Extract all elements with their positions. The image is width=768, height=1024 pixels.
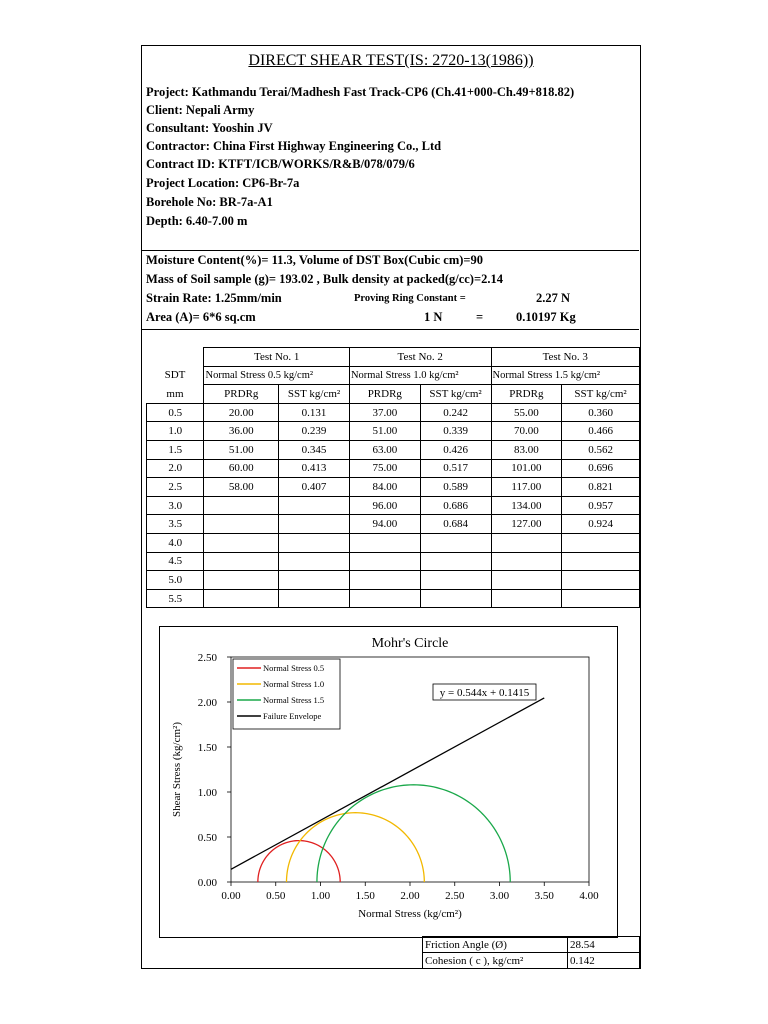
value-cell: 0.131	[279, 403, 350, 422]
value-cell: 0.407	[279, 478, 350, 497]
value-cell: 0.686	[420, 496, 491, 515]
value-cell: 51.00	[349, 422, 420, 441]
test-3-header: Test No. 3	[491, 348, 640, 367]
x-tick-label: 1.00	[310, 890, 331, 902]
value-cell	[562, 533, 640, 552]
y-axis-label: Shear Stress (kg/cm²)	[171, 722, 183, 817]
value-cell: 75.00	[349, 459, 420, 478]
value-cell	[204, 515, 279, 534]
x-tick-label: 3.50	[534, 890, 554, 902]
value-cell: 96.00	[349, 496, 420, 515]
sdt-cell: 2.0	[147, 459, 204, 478]
value-cell	[279, 496, 350, 515]
value-cell: 127.00	[491, 515, 562, 534]
value-cell: 58.00	[204, 478, 279, 497]
borehole-line: Borehole No: BR-7a-A1	[146, 195, 273, 209]
trendline-equation: y = 0.544x + 0.1415	[439, 687, 530, 699]
value-cell	[204, 552, 279, 571]
shear-data-table	[146, 347, 640, 608]
chart-title: Mohr's Circle	[371, 636, 449, 651]
sdt-cell: 4.5	[147, 552, 204, 571]
value-cell: 60.00	[204, 459, 279, 478]
value-cell	[491, 533, 562, 552]
chart-svg	[160, 627, 617, 937]
table-row	[147, 571, 640, 590]
value-cell	[349, 589, 420, 608]
value-cell: 70.00	[491, 422, 562, 441]
x-tick-label: 0.50	[266, 890, 286, 902]
value-cell	[279, 589, 350, 608]
cohesion-row	[423, 953, 640, 969]
x-tick-label: 2.50	[445, 890, 465, 902]
legend-label: Normal Stress 1.0	[263, 679, 325, 689]
value-cell: 101.00	[491, 459, 562, 478]
value-cell: 0.360	[562, 403, 640, 422]
client-line: Client: Nepali Army	[146, 103, 255, 117]
value-cell	[420, 533, 491, 552]
value-cell: 0.821	[562, 478, 640, 497]
test-sheet	[141, 45, 641, 969]
conversion-left: 1 N	[424, 310, 443, 324]
value-cell	[349, 571, 420, 590]
value-cell	[491, 571, 562, 590]
table-row	[147, 478, 640, 497]
ring-constant-label: Proving Ring Constant =	[354, 293, 466, 304]
table-normal-row	[147, 366, 640, 385]
test-1-header: Test No. 1	[204, 348, 349, 367]
col-header: PRDRg	[349, 385, 420, 404]
value-cell	[349, 533, 420, 552]
consultant-line: Consultant: Yooshin JV	[146, 121, 273, 135]
value-cell	[562, 571, 640, 590]
value-cell	[420, 571, 491, 590]
value-cell: 0.924	[562, 515, 640, 534]
value-cell: 20.00	[204, 403, 279, 422]
value-cell: 0.413	[279, 459, 350, 478]
value-cell	[204, 589, 279, 608]
value-cell	[349, 552, 420, 571]
col-header: SST kg/cm²	[279, 385, 350, 404]
sdt-cell: 2.5	[147, 478, 204, 497]
sdt-cell: 5.5	[147, 589, 204, 608]
table-row	[147, 533, 640, 552]
area-line: Area (A)= 6*6 sq.cm	[146, 310, 256, 324]
value-cell: 0.684	[420, 515, 491, 534]
sdt-label: SDT	[164, 369, 186, 382]
y-tick-label: 2.50	[197, 652, 217, 664]
project-line: Project: Kathmandu Terai/Madhesh Fast Track-CP6 (Ch.41+000-Ch.49+818.82)	[146, 85, 575, 99]
value-cell	[204, 496, 279, 515]
sdt-cell: 4.0	[147, 533, 204, 552]
value-cell	[562, 552, 640, 571]
table-column-row	[147, 385, 640, 404]
sdt-cell: 1.0	[147, 422, 204, 441]
moisture-line: Moisture Content(%)= 11.3, Volume of DST Box(Cubic cm)=90	[146, 253, 484, 267]
contract-id-line: Contract ID: KTFT/ICB/WORKS/R&B/078/079/6	[146, 157, 415, 171]
value-cell: 0.426	[420, 440, 491, 459]
y-tick-label: 1.50	[197, 742, 217, 754]
table-row	[147, 403, 640, 422]
value-cell: 0.239	[279, 422, 350, 441]
value-cell: 0.466	[562, 422, 640, 441]
table-header-row	[147, 348, 640, 367]
value-cell	[204, 533, 279, 552]
value-cell: 0.242	[420, 403, 491, 422]
sdt-cell: 3.5	[147, 515, 204, 534]
value-cell: 36.00	[204, 422, 279, 441]
sdt-cell: 1.5	[147, 440, 204, 459]
mm-label: mm	[166, 387, 184, 400]
sdt-cell: 0.5	[147, 403, 204, 422]
value-cell	[562, 589, 640, 608]
value-cell: 134.00	[491, 496, 562, 515]
value-cell	[279, 533, 350, 552]
x-axis-label: Normal Stress (kg/cm²)	[358, 908, 462, 920]
table-row	[147, 589, 640, 608]
legend-label: Normal Stress 1.5	[263, 695, 325, 705]
sdt-cell: 3.0	[147, 496, 204, 515]
value-cell	[420, 589, 491, 608]
x-tick-label: 0.00	[221, 890, 241, 902]
mohr-circle-chart	[159, 626, 618, 938]
legend-label: Failure Envelope	[263, 711, 322, 721]
test-parameters	[142, 250, 639, 330]
friction-label: Friction Angle (Ø)	[423, 937, 568, 953]
cohesion-value: 0.142	[568, 953, 640, 969]
value-cell: 84.00	[349, 478, 420, 497]
x-tick-label: 4.00	[579, 890, 599, 902]
y-tick-label: 2.00	[197, 697, 217, 709]
value-cell: 63.00	[349, 440, 420, 459]
mass-line: Mass of Soil sample (g)= 193.02 , Bulk density at packed(g/cc)=2.14	[146, 272, 503, 286]
value-cell: 55.00	[491, 403, 562, 422]
table-row	[147, 422, 640, 441]
friction-row	[423, 937, 640, 953]
test-2-header: Test No. 2	[349, 348, 491, 367]
x-tick-label: 2.00	[400, 890, 420, 902]
location-line: Project Location: CP6-Br-7a	[146, 176, 300, 190]
value-cell	[279, 571, 350, 590]
depth-line: Depth: 6.40-7.00 m	[146, 214, 248, 228]
ring-constant-value: 2.27 N	[536, 291, 571, 305]
page-title: DIRECT SHEAR TEST(IS: 2720-13(1986))	[248, 52, 534, 69]
mohr-circle-1	[258, 841, 340, 882]
mohr-circle-3	[317, 785, 510, 882]
conversion-equals: =	[476, 310, 484, 324]
table-row	[147, 440, 640, 459]
value-cell: 0.589	[420, 478, 491, 497]
value-cell: 94.00	[349, 515, 420, 534]
y-tick-label: 1.00	[197, 787, 217, 799]
value-cell: 37.00	[349, 403, 420, 422]
y-tick-label: 0.00	[197, 877, 217, 889]
table-row	[147, 459, 640, 478]
value-cell: 0.957	[562, 496, 640, 515]
value-cell: 0.696	[562, 459, 640, 478]
col-header: PRDRg	[491, 385, 562, 404]
value-cell	[420, 552, 491, 571]
mohr-circle-2	[286, 813, 424, 882]
value-cell: 83.00	[491, 440, 562, 459]
table-row	[147, 515, 640, 534]
test-3-normal-stress: Normal Stress 1.5 kg/cm²	[491, 366, 640, 385]
value-cell	[491, 589, 562, 608]
table-row	[147, 552, 640, 571]
col-header: PRDRg	[204, 385, 279, 404]
value-cell: 0.562	[562, 440, 640, 459]
legend-label: Normal Stress 0.5	[263, 663, 325, 673]
value-cell	[491, 552, 562, 571]
value-cell	[204, 571, 279, 590]
value-cell: 117.00	[491, 478, 562, 497]
x-tick-label: 1.50	[355, 890, 375, 902]
contractor-line: Contractor: China First Highway Engineering Co., Ltd	[146, 139, 442, 153]
test-2-normal-stress: Normal Stress 1.0 kg/cm²	[349, 366, 491, 385]
results-summary	[422, 936, 640, 969]
test-1-normal-stress: Normal Stress 0.5 kg/cm²	[204, 366, 349, 385]
friction-value: 28.54	[568, 937, 640, 953]
sdt-cell: 5.0	[147, 571, 204, 590]
table-row	[147, 496, 640, 515]
value-cell	[279, 515, 350, 534]
cohesion-label: Cohesion ( c ), kg/cm²	[423, 953, 568, 969]
conversion-right: 0.10197 Kg	[516, 310, 576, 324]
col-header: SST kg/cm²	[420, 385, 491, 404]
col-header: SST kg/cm²	[562, 385, 640, 404]
strain-rate-line: Strain Rate: 1.25mm/min	[146, 291, 282, 305]
value-cell: 0.517	[420, 459, 491, 478]
x-tick-label: 3.00	[489, 890, 510, 902]
value-cell: 0.339	[420, 422, 491, 441]
y-tick-label: 0.50	[197, 832, 217, 844]
value-cell: 51.00	[204, 440, 279, 459]
value-cell	[279, 552, 350, 571]
value-cell: 0.345	[279, 440, 350, 459]
